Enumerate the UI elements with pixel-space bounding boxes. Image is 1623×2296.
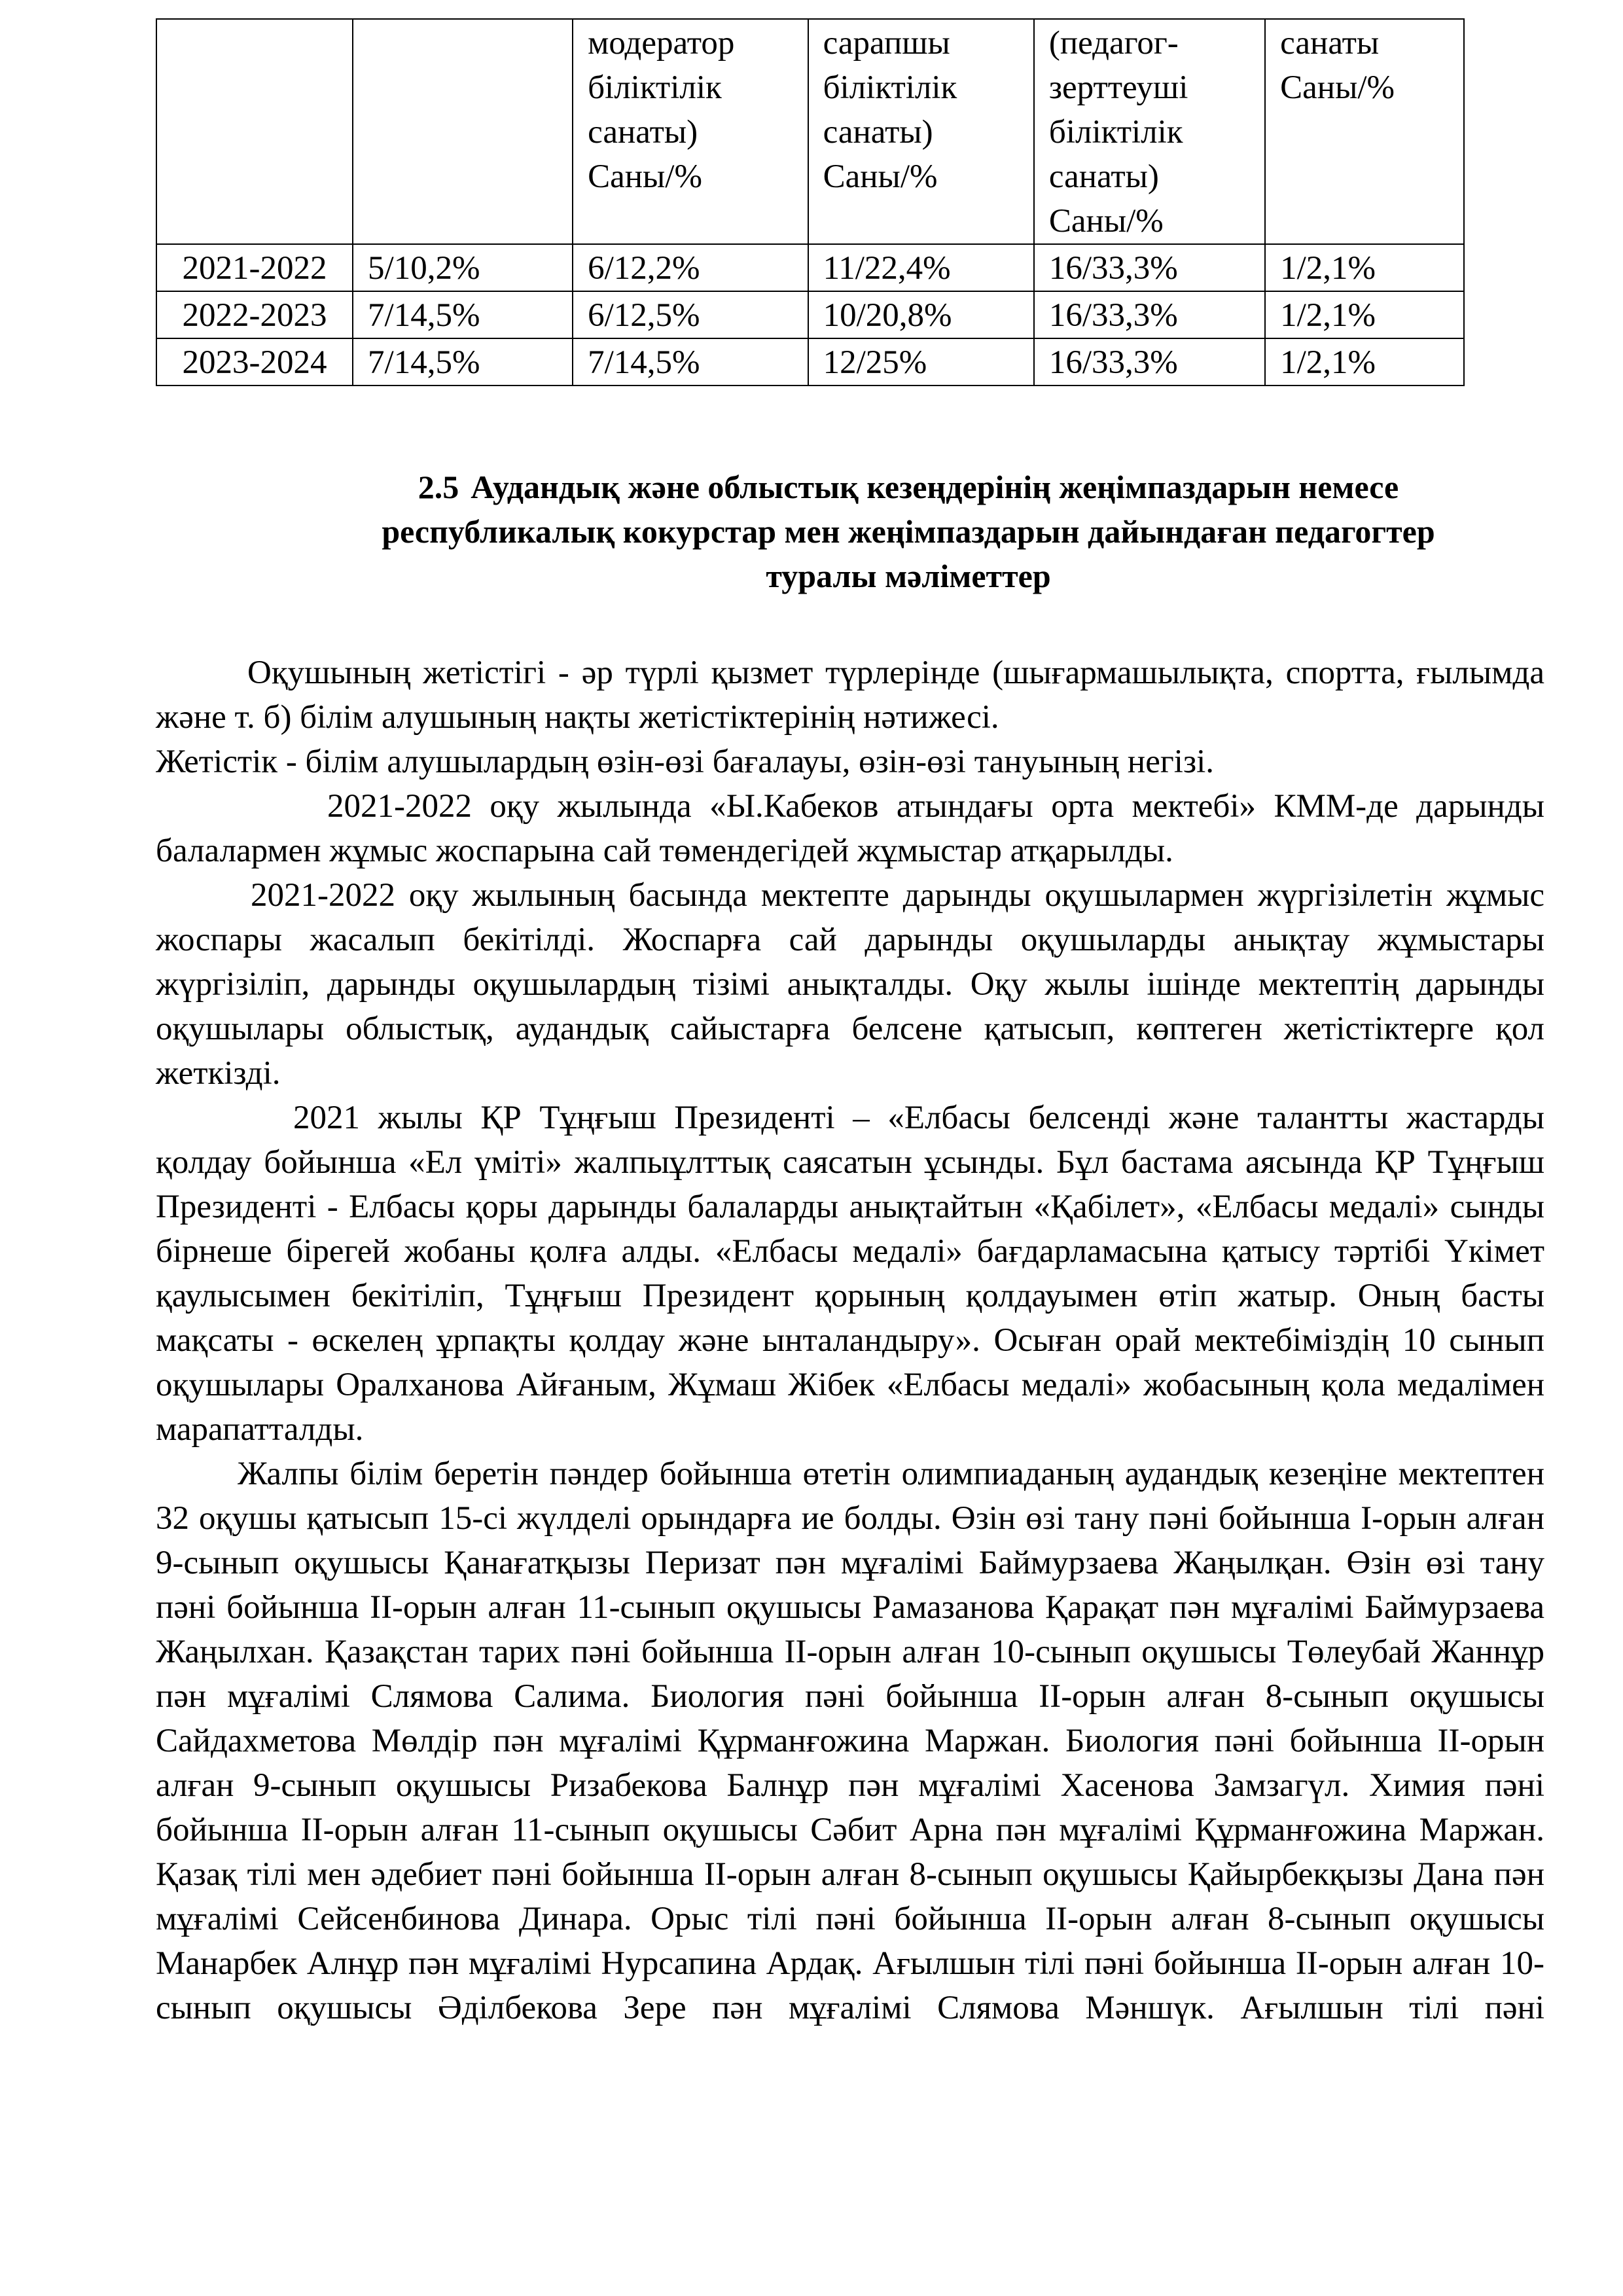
table-cell: 1/2,1% (1265, 244, 1464, 291)
table-cell-year: 2022-2023 (156, 291, 353, 338)
table-cell (156, 19, 353, 244)
table-cell (353, 19, 573, 244)
table-header-row (156, 19, 1464, 244)
table-cell: 16/33,3% (1034, 291, 1265, 338)
paragraph: Жетістік - білім алушылардың өзін-өзі бағалауы, өзін-өзі тануының негізі. (156, 744, 1215, 780)
document-page (156, 18, 1543, 2030)
paragraph: 2021-2022 оқу жылында «Ы.Кабеков атындағы орта мектебі» КММ-де дарынды балалармен жұмыс жоспарына сай төмендегідей жұмыстар атқарылды. (156, 788, 1544, 869)
body-text (156, 651, 1544, 2030)
table-row (156, 244, 1464, 291)
table-cell: 10/20,8% (808, 291, 1034, 338)
table-cell: 16/33,3% (1034, 244, 1265, 291)
table-cell: сарапшы біліктілік санаты) Саны/% (808, 19, 1034, 244)
table-row (156, 338, 1464, 386)
table-row (156, 291, 1464, 338)
table-cell: 12/25% (808, 338, 1034, 386)
qualification-table (156, 18, 1465, 386)
section-heading-line1 (274, 465, 1543, 509)
section-heading-line2: республикалық кокурстар мен жеңімпаздарын дайындаған педагогтер (382, 513, 1435, 550)
paragraph: 2021 жылы ҚР Тұңғыш Президенті – «Елбасы белсенді және талантты жастарды қолдау бойынша «Ел үміті» жалпыұлттық саясатын ұсынды. Бұл бастама аясында ҚР Тұңғыш Президенті - Елбасы қоры дарынды балаларды анықтайтын «Қабілет», «Елбасы медалі» сынды бірнеше бірегей жобаны қолға алды. «Елбасы медалі» бағдарламасына қатысу тәртібі Үкімет қаулысымен бекітіліп, Тұңғыш Президент қорының қолдауымен өтіп жатыр. Оның басты мақсаты - өскелең ұрпақты қолдау және ынталандыру». Осыған орай мектебіміздің 10 сынып оқушылары Оралханова Айғаным, Жұмаш Жібек «Елбасы медалі» жобасының қола медалімен марапатталды. (156, 1100, 1544, 1448)
paragraph: Жалпы білім беретін пәндер бойынша өтетін олимпиаданың аудандық кезеңіне мектептен 32 оқушы қатысып 15-сі жүлделі орындарға ие болды. Өзін өзі тану пәні бойынша І-орын алған 9-сынып оқушысы Қанағатқызы Перизат пән мұғалімі Баймурзаева Жаңылқан. Өзін өзі тану пәні бойынша ІІ-орын алған 11-сынып оқушысы Рамазанова Қарақат пән мұғалімі Баймурзаева Жаңылхан. Қазақстан тарих пәні бойынша ІІ-орын алған 10-сынып оқушысы Төлеубай Жаннұр пән мұғалімі Слямова Салима. Биология пәні бойынша ІІ-орын алған 8-сынып оқушысы Сайдахметова Мөлдір пән мұғалімі Құрманғожина Маржан. Биология пәні бойынша ІІ-орын алған 9-сынып оқушысы Ризабекова Балнұр пән мұғалімі Хасенова Замзагүл. Химия пәні бойынша ІІ-орын алған 11-сынып оқушысы Сәбит Арна пән мұғалімі Құрманғожина Маржан. Қазақ тілі мен әдебиет пәні бойынша ІІ-орын алған 8-сынып оқушысы Қайырбекқызы Дана пән мұғалімі Сейсенбинова Динара. Орыс тілі пәні бойынша ІІ-орын алған 8-сынып оқушысы Манарбек Алнұр пән мұғалімі Нурсапина Ардақ. Ағылшын тілі пәні бойынша ІІ-орын алған 10-сынып оқушысы Әділбекова Зере пән мұғалімі Слямова Мәншүк. Ағылшын тілі пәні (156, 1456, 1544, 2026)
table-cell: (педагог- зерттеуші біліктілік санаты) Саны/% (1034, 19, 1265, 244)
table-cell: модератор біліктілік санаты) Саны/% (573, 19, 808, 244)
table-cell: 7/14,5% (353, 291, 573, 338)
section-heading-line3: туралы мәліметтер (766, 558, 1051, 594)
section-title-part1: Аудандық және облыстық кезеңдерінің жеңімпаздарын немесе (471, 469, 1399, 505)
table-cell-year: 2021-2022 (156, 244, 353, 291)
section-number: 2.5 (418, 469, 459, 505)
section-heading (156, 465, 1543, 598)
paragraph: Оқушының жетістігі - әр түрлі қызмет түрлерінде (шығармашылықта, спортта, ғылымда және т. б) білім алушының нақты жетістіктерінің нәтижесі. (156, 655, 1544, 736)
table-cell-year: 2023-2024 (156, 338, 353, 386)
table-cell: 6/12,5% (573, 291, 808, 338)
table-cell: 5/10,2% (353, 244, 573, 291)
paragraph: 2021-2022 оқу жылының басында мектепте дарынды оқушылармен жүргізілетін жұмыс жоспары жасалып бекітілді. Жоспарға сай дарынды оқушыларды анықтау жұмыстары жүргізіліп, дарынды оқушылардың тізімі анықталды. Оқу жылы ішінде мектептің дарынды оқушылары облыстық, аудандық сайыстарға белсене қатысып, көптеген жетістіктерге қол жеткізді. (156, 877, 1544, 1092)
table-cell: 11/22,4% (808, 244, 1034, 291)
table-cell: 7/14,5% (353, 338, 573, 386)
table-cell: санаты Саны/% (1265, 19, 1464, 244)
table-cell: 1/2,1% (1265, 338, 1464, 386)
table-cell: 6/12,2% (573, 244, 808, 291)
table-cell: 7/14,5% (573, 338, 808, 386)
table-cell: 16/33,3% (1034, 338, 1265, 386)
table-cell: 1/2,1% (1265, 291, 1464, 338)
